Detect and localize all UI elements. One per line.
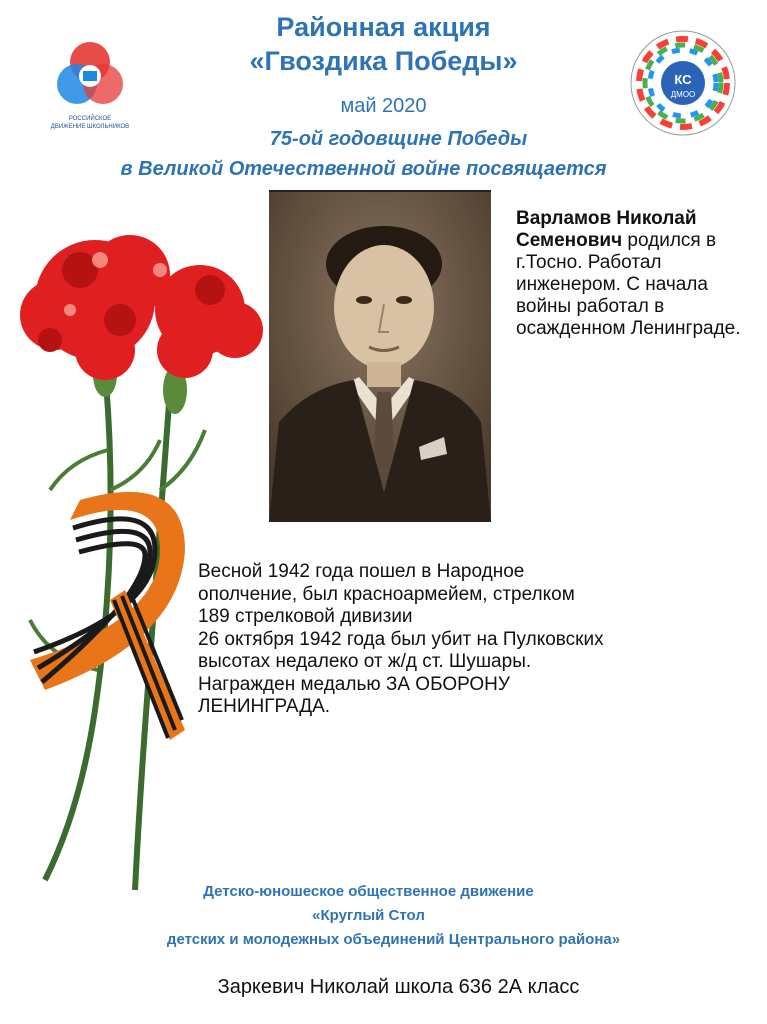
portrait-photo <box>269 190 491 522</box>
org-line-2: «Круглый Стол <box>312 907 425 924</box>
story-line: высотах недалеко от ж/д ст. Шушары. <box>198 651 532 672</box>
date-label: май 2020 <box>340 95 427 117</box>
org-line-3: детских и молодежных объединений Центрального района» <box>166 931 621 948</box>
biography-text <box>516 208 766 340</box>
title-line-2: «Гвоздика Победы» <box>249 46 518 76</box>
war-story <box>198 561 738 719</box>
title-line-1: Районная акция <box>276 12 491 42</box>
author-credit: Заркевич Николай школа 636 2А класс <box>217 976 580 998</box>
story-line: Награжден медалью ЗА ОБОРОНУ <box>198 673 510 695</box>
svg-text:ДМОО: ДМОО <box>670 90 696 99</box>
svg-text:РОССИЙСКОЕ: РОССИЙСКОЕ <box>68 116 112 122</box>
story-line: ЛЕНИНГРАДА. <box>198 696 331 717</box>
svg-text:КС: КС <box>674 72 692 87</box>
story-line: 26 октября 1942 года был убит на Пулковских <box>198 628 604 650</box>
story-line: 189 стрелковой дивизии <box>198 606 413 627</box>
org-line-1: Детско-юношеское общественное движение <box>203 883 534 900</box>
story-line: Весной 1942 года пошел в Народное <box>198 561 525 582</box>
person-name: Варламов Николай Семенович <box>516 208 697 251</box>
dedication-line-1: 75-ой годовщине Победы <box>269 128 528 150</box>
story-line: ополчение, был красноармейем, стрелком <box>198 583 575 605</box>
dedication-line-2: в Великой Отечественной войне посвящается <box>120 158 607 180</box>
carnation-illustration <box>10 190 270 910</box>
bio-details: родился в г.Тосно. Работал инженером. С начала войны работал в осажденном Ленинграде. <box>516 230 741 339</box>
dedication <box>0 124 767 184</box>
page-title <box>0 10 767 78</box>
organization-credit <box>0 880 767 952</box>
svg-text:ДВИЖЕНИЕ ШКОЛЬНИКОВ: ДВИЖЕНИЕ ШКОЛЬНИКОВ <box>50 124 130 130</box>
